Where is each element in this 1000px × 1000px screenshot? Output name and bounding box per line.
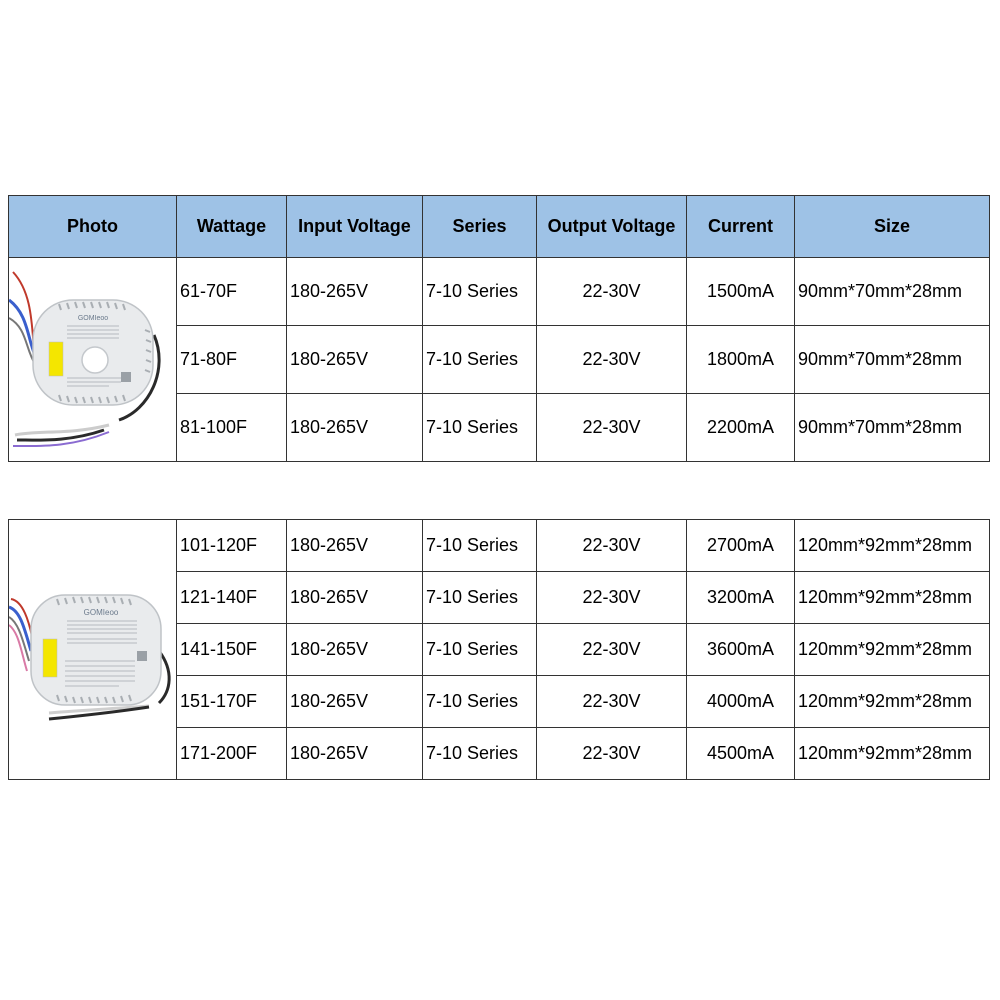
cell-size: 90mm*70mm*28mm: [795, 394, 990, 462]
cell-wattage: 121-140F: [177, 572, 287, 624]
header-input-voltage: Input Voltage: [287, 196, 423, 258]
cell-current: 2200mA: [687, 394, 795, 462]
cell-output-voltage: 22-30V: [537, 624, 687, 676]
cell-output-voltage: 22-30V: [537, 326, 687, 394]
table-row: [9, 520, 990, 572]
led-driver-image: [9, 260, 175, 460]
cell-size: 120mm*92mm*28mm: [795, 676, 990, 728]
cell-series: 7-10 Series: [423, 624, 537, 676]
cell-series: 7-10 Series: [423, 676, 537, 728]
cell-size: 120mm*92mm*28mm: [795, 728, 990, 780]
cell-current: 2700mA: [687, 520, 795, 572]
header-series: Series: [423, 196, 537, 258]
cell-size: 120mm*92mm*28mm: [795, 520, 990, 572]
cell-input-voltage: 180-265V: [287, 520, 423, 572]
brand-logo-text: GOMIeoo: [83, 607, 119, 617]
cell-series: 7-10 Series: [423, 394, 537, 462]
cell-wattage: 141-150F: [177, 624, 287, 676]
cell-output-voltage: 22-30V: [537, 676, 687, 728]
yellow-label: [43, 639, 57, 677]
cell-wattage: 171-200F: [177, 728, 287, 780]
cell-size: 90mm*70mm*28mm: [795, 326, 990, 394]
cell-size: 120mm*92mm*28mm: [795, 624, 990, 676]
cell-input-voltage: 180-265V: [287, 572, 423, 624]
cell-current: 4000mA: [687, 676, 795, 728]
cell-series: 7-10 Series: [423, 258, 537, 326]
cell-input-voltage: 180-265V: [287, 676, 423, 728]
cell-series: 7-10 Series: [423, 326, 537, 394]
cell-input-voltage: 180-265V: [287, 728, 423, 780]
cell-size: 90mm*70mm*28mm: [795, 258, 990, 326]
cell-wattage: 151-170F: [177, 676, 287, 728]
cell-current: 3200mA: [687, 572, 795, 624]
cell-series: 7-10 Series: [423, 572, 537, 624]
cell-current: 1500mA: [687, 258, 795, 326]
cell-series: 7-10 Series: [423, 728, 537, 780]
cell-input-voltage: 180-265V: [287, 394, 423, 462]
cell-wattage: 71-80F: [177, 326, 287, 394]
header-photo: Photo: [9, 196, 177, 258]
spec-table-large: [8, 519, 990, 780]
small-led-driver-photo: [9, 258, 177, 462]
cell-output-voltage: 22-30V: [537, 394, 687, 462]
cell-series: 7-10 Series: [423, 520, 537, 572]
header-output-voltage: Output Voltage: [537, 196, 687, 258]
cell-wattage: 81-100F: [177, 394, 287, 462]
spec-table-small: [8, 195, 990, 462]
cell-input-voltage: 180-265V: [287, 326, 423, 394]
brand-logo-text: GOMIeoo: [77, 314, 109, 322]
cell-output-voltage: 22-30V: [537, 258, 687, 326]
header-current: Current: [687, 196, 795, 258]
cell-output-voltage: 22-30V: [537, 520, 687, 572]
cell-output-voltage: 22-30V: [537, 572, 687, 624]
cell-input-voltage: 180-265V: [287, 258, 423, 326]
table-header-row: [9, 196, 990, 258]
led-driver-image: [9, 521, 175, 779]
cell-current: 4500mA: [687, 728, 795, 780]
yellow-label: [49, 342, 63, 376]
cell-current: 3600mA: [687, 624, 795, 676]
cell-size: 120mm*92mm*28mm: [795, 572, 990, 624]
large-led-driver-photo: [9, 520, 177, 780]
header-size: Size: [795, 196, 990, 258]
cell-wattage: 101-120F: [177, 520, 287, 572]
cell-current: 1800mA: [687, 326, 795, 394]
cell-wattage: 61-70F: [177, 258, 287, 326]
cell-output-voltage: 22-30V: [537, 728, 687, 780]
cell-input-voltage: 180-265V: [287, 624, 423, 676]
header-wattage: Wattage: [177, 196, 287, 258]
table-row: [9, 258, 990, 326]
